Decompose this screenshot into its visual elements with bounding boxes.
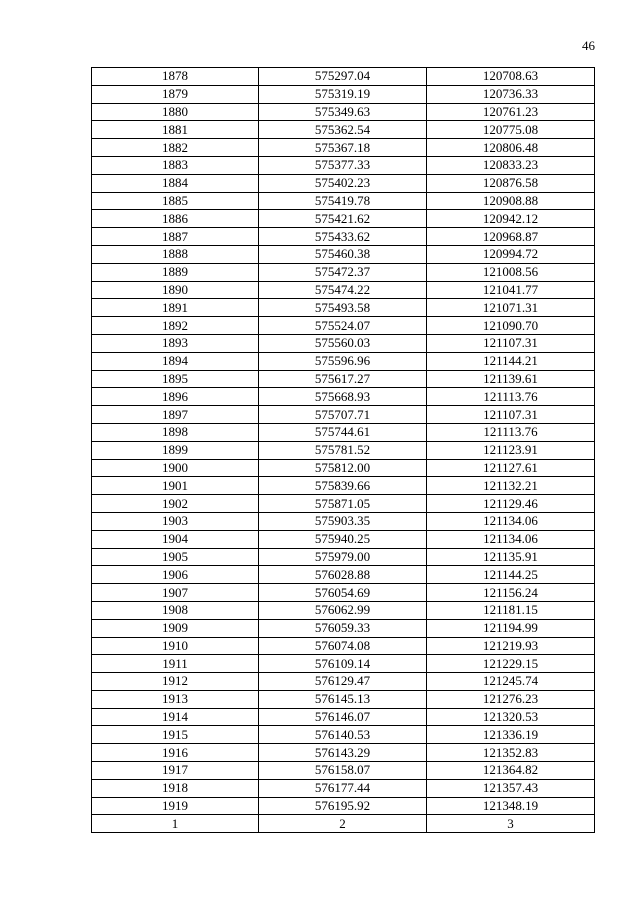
table-row: [92, 744, 595, 762]
y-coordinate-cell: 121320.53: [427, 708, 595, 726]
point-number-cell: 1896: [92, 388, 259, 406]
y-coordinate-cell: 121127.61: [427, 459, 595, 477]
table-row: [92, 495, 595, 513]
y-coordinate-cell: 120908.88: [427, 192, 595, 210]
table-row: [92, 103, 595, 121]
y-coordinate-cell: 121071.31: [427, 299, 595, 317]
table-row: [92, 655, 595, 673]
table-row: [92, 637, 595, 655]
x-coordinate-cell: 576140.53: [259, 726, 427, 744]
point-number-cell: 1889: [92, 263, 259, 281]
point-number-cell: 1894: [92, 352, 259, 370]
table-row: [92, 156, 595, 174]
y-coordinate-cell: 120833.23: [427, 156, 595, 174]
point-number-cell: 1884: [92, 174, 259, 192]
table-row: [92, 334, 595, 352]
table-row: [92, 245, 595, 263]
point-number-cell: 1878: [92, 68, 259, 86]
y-coordinate-cell: 121245.74: [427, 673, 595, 691]
x-coordinate-cell: 575707.71: [259, 406, 427, 424]
point-number-cell: 1913: [92, 690, 259, 708]
y-coordinate-cell: 121181.15: [427, 601, 595, 619]
x-coordinate-cell: 575596.96: [259, 352, 427, 370]
table-row: [92, 210, 595, 228]
table-row: [92, 281, 595, 299]
x-coordinate-cell: 575524.07: [259, 317, 427, 335]
table-row: [92, 726, 595, 744]
point-number-cell: 1895: [92, 370, 259, 388]
table-row: [92, 797, 595, 815]
x-coordinate-cell: 575362.54: [259, 121, 427, 139]
y-coordinate-cell: 121107.31: [427, 406, 595, 424]
point-number-cell: 1905: [92, 548, 259, 566]
y-coordinate-cell: 121144.21: [427, 352, 595, 370]
table-row: [92, 139, 595, 157]
table-row: [92, 352, 595, 370]
y-coordinate-cell: 121364.82: [427, 762, 595, 780]
x-coordinate-cell: 576129.47: [259, 673, 427, 691]
x-coordinate-cell: 575940.25: [259, 530, 427, 548]
x-coordinate-cell: 575377.33: [259, 156, 427, 174]
y-coordinate-cell: 121229.15: [427, 655, 595, 673]
y-coordinate-cell: 121113.76: [427, 423, 595, 441]
x-coordinate-cell: 575402.23: [259, 174, 427, 192]
table-row: [92, 441, 595, 459]
y-coordinate-cell: 120994.72: [427, 245, 595, 263]
x-coordinate-cell: 575474.22: [259, 281, 427, 299]
point-number-cell: 1902: [92, 495, 259, 513]
y-coordinate-cell: 121107.31: [427, 334, 595, 352]
table-row: [92, 317, 595, 335]
point-number-cell: 1912: [92, 673, 259, 691]
x-coordinate-cell: 575979.00: [259, 548, 427, 566]
y-coordinate-cell: 120942.12: [427, 210, 595, 228]
y-coordinate-cell: 121357.43: [427, 779, 595, 797]
y-coordinate-cell: 120708.63: [427, 68, 595, 86]
table-row: [92, 512, 595, 530]
y-coordinate-cell: 121113.76: [427, 388, 595, 406]
point-number-cell: 1890: [92, 281, 259, 299]
table-body: [92, 68, 595, 833]
point-number-cell: 1903: [92, 512, 259, 530]
column-number-cell: 1: [92, 815, 259, 833]
x-coordinate-cell: 575903.35: [259, 512, 427, 530]
point-number-cell: 1906: [92, 566, 259, 584]
point-number-cell: 1885: [92, 192, 259, 210]
x-coordinate-cell: 576074.08: [259, 637, 427, 655]
x-coordinate-cell: 575349.63: [259, 103, 427, 121]
point-number-cell: 1897: [92, 406, 259, 424]
y-coordinate-cell: 120736.33: [427, 85, 595, 103]
table-row: [92, 423, 595, 441]
y-coordinate-cell: 121139.61: [427, 370, 595, 388]
point-number-cell: 1908: [92, 601, 259, 619]
point-number-cell: 1901: [92, 477, 259, 495]
table-row: [92, 584, 595, 602]
table-row: [92, 85, 595, 103]
x-coordinate-cell: 576143.29: [259, 744, 427, 762]
x-coordinate-cell: 575472.37: [259, 263, 427, 281]
table-row: [92, 477, 595, 495]
table-row: [92, 601, 595, 619]
y-coordinate-cell: 121134.06: [427, 530, 595, 548]
point-number-cell: 1887: [92, 228, 259, 246]
point-number-cell: 1900: [92, 459, 259, 477]
y-coordinate-cell: 121132.21: [427, 477, 595, 495]
point-number-cell: 1891: [92, 299, 259, 317]
table-row: [92, 548, 595, 566]
point-number-cell: 1883: [92, 156, 259, 174]
page-number: 46: [582, 38, 595, 53]
x-coordinate-cell: 575460.38: [259, 245, 427, 263]
x-coordinate-cell: 576158.07: [259, 762, 427, 780]
y-coordinate-cell: 121336.19: [427, 726, 595, 744]
x-coordinate-cell: 576028.88: [259, 566, 427, 584]
y-coordinate-cell: 121194.99: [427, 619, 595, 637]
table-row: [92, 566, 595, 584]
coordinates-table: [91, 67, 595, 833]
x-coordinate-cell: 575839.66: [259, 477, 427, 495]
table-row: [92, 673, 595, 691]
column-number-cell: 2: [259, 815, 427, 833]
x-coordinate-cell: 575668.93: [259, 388, 427, 406]
y-coordinate-cell: 121090.70: [427, 317, 595, 335]
point-number-cell: 1892: [92, 317, 259, 335]
y-coordinate-cell: 120761.23: [427, 103, 595, 121]
table-row: [92, 690, 595, 708]
point-number-cell: 1910: [92, 637, 259, 655]
table-row: [92, 121, 595, 139]
x-coordinate-cell: 576059.33: [259, 619, 427, 637]
point-number-cell: 1911: [92, 655, 259, 673]
table-row: [92, 459, 595, 477]
table-row: [92, 762, 595, 780]
point-number-cell: 1881: [92, 121, 259, 139]
table-row: [92, 228, 595, 246]
x-coordinate-cell: 575781.52: [259, 441, 427, 459]
table-row: [92, 299, 595, 317]
y-coordinate-cell: 121219.93: [427, 637, 595, 655]
table-row: [92, 370, 595, 388]
point-number-cell: 1882: [92, 139, 259, 157]
x-coordinate-cell: 575812.00: [259, 459, 427, 477]
point-number-cell: 1917: [92, 762, 259, 780]
x-coordinate-cell: 575319.19: [259, 85, 427, 103]
x-coordinate-cell: 575871.05: [259, 495, 427, 513]
y-coordinate-cell: 121129.46: [427, 495, 595, 513]
table-row: [92, 708, 595, 726]
table-row: [92, 263, 595, 281]
x-coordinate-cell: 575560.03: [259, 334, 427, 352]
table-row: [92, 388, 595, 406]
point-number-cell: 1893: [92, 334, 259, 352]
y-coordinate-cell: 120806.48: [427, 139, 595, 157]
y-coordinate-cell: 120968.87: [427, 228, 595, 246]
y-coordinate-cell: 121134.06: [427, 512, 595, 530]
y-coordinate-cell: 121135.91: [427, 548, 595, 566]
point-number-cell: 1904: [92, 530, 259, 548]
point-number-cell: 1909: [92, 619, 259, 637]
table-row: [92, 530, 595, 548]
point-number-cell: 1914: [92, 708, 259, 726]
x-coordinate-cell: 575617.27: [259, 370, 427, 388]
x-coordinate-cell: 575297.04: [259, 68, 427, 86]
point-number-cell: 1907: [92, 584, 259, 602]
y-coordinate-cell: 121041.77: [427, 281, 595, 299]
point-number-cell: 1886: [92, 210, 259, 228]
x-coordinate-cell: 576195.92: [259, 797, 427, 815]
x-coordinate-cell: 576145.13: [259, 690, 427, 708]
y-coordinate-cell: 121276.23: [427, 690, 595, 708]
point-number-cell: 1888: [92, 245, 259, 263]
y-coordinate-cell: 121123.91: [427, 441, 595, 459]
x-coordinate-cell: 576177.44: [259, 779, 427, 797]
point-number-cell: 1919: [92, 797, 259, 815]
x-coordinate-cell: 575493.58: [259, 299, 427, 317]
x-coordinate-cell: 575421.62: [259, 210, 427, 228]
point-number-cell: 1918: [92, 779, 259, 797]
column-number-cell: 3: [427, 815, 595, 833]
y-coordinate-cell: 120775.08: [427, 121, 595, 139]
y-coordinate-cell: 121144.25: [427, 566, 595, 584]
y-coordinate-cell: 121008.56: [427, 263, 595, 281]
y-coordinate-cell: 121348.19: [427, 797, 595, 815]
point-number-cell: 1916: [92, 744, 259, 762]
point-number-cell: 1880: [92, 103, 259, 121]
x-coordinate-cell: 576062.99: [259, 601, 427, 619]
x-coordinate-cell: 575367.18: [259, 139, 427, 157]
point-number-cell: 1879: [92, 85, 259, 103]
table-row: [92, 619, 595, 637]
table-row: [92, 779, 595, 797]
x-coordinate-cell: 576146.07: [259, 708, 427, 726]
point-number-cell: 1898: [92, 423, 259, 441]
table-row: [92, 174, 595, 192]
x-coordinate-cell: 576054.69: [259, 584, 427, 602]
x-coordinate-cell: 575744.61: [259, 423, 427, 441]
x-coordinate-cell: 575433.62: [259, 228, 427, 246]
y-coordinate-cell: 121156.24: [427, 584, 595, 602]
x-coordinate-cell: 576109.14: [259, 655, 427, 673]
point-number-cell: 1899: [92, 441, 259, 459]
point-number-cell: 1915: [92, 726, 259, 744]
x-coordinate-cell: 575419.78: [259, 192, 427, 210]
table-row: [92, 68, 595, 86]
y-coordinate-cell: 120876.58: [427, 174, 595, 192]
column-number-row: [92, 815, 595, 833]
y-coordinate-cell: 121352.83: [427, 744, 595, 762]
table-row: [92, 192, 595, 210]
table-row: [92, 406, 595, 424]
